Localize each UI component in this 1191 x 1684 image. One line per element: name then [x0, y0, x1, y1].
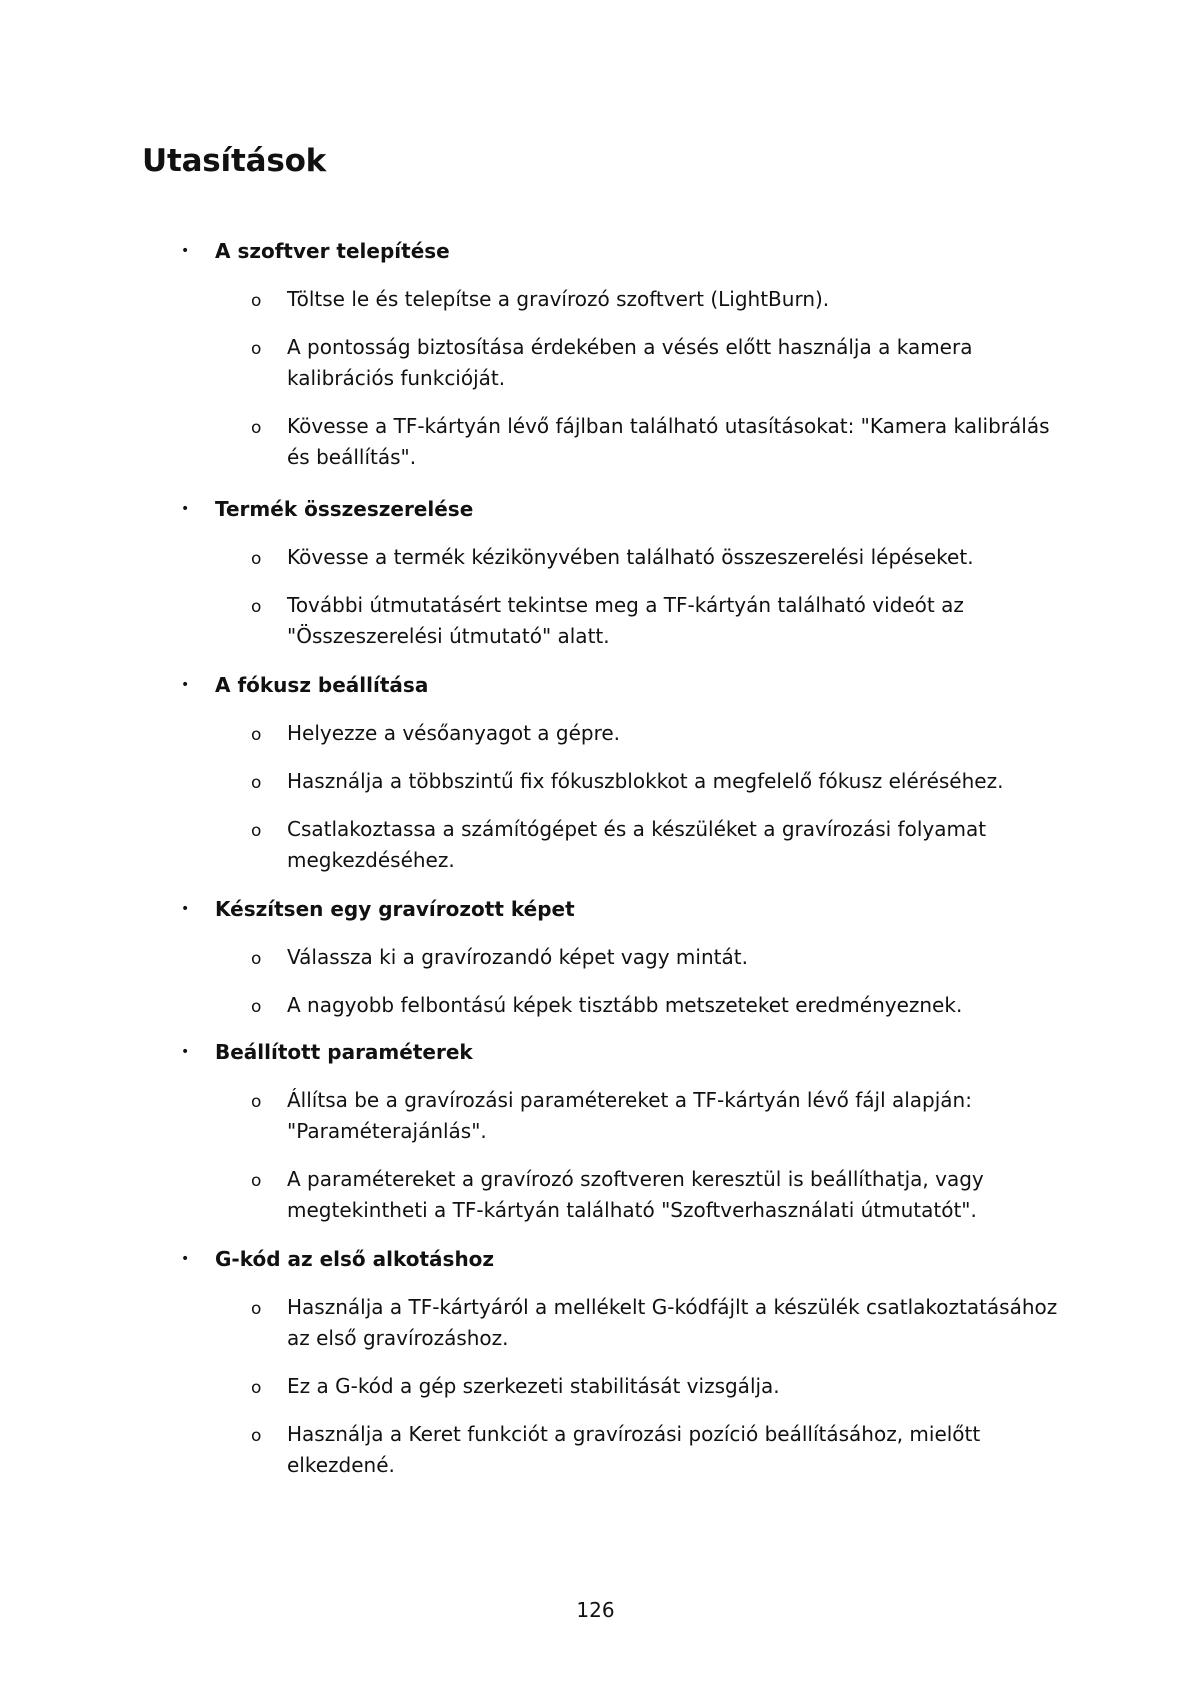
list-item-text: Csatlakoztassa a számítógépet és a készüléket a gravírozási folyamat megkezdéséhez.	[287, 817, 987, 872]
bullet-icon: •	[181, 243, 190, 259]
list-item-text: Használja a TF-kártyáról a mellékelt G-kódfájlt a készülék csatlakoztatásához az első gravírozáshoz.	[287, 1295, 1058, 1350]
sub-bullet-icon: o	[251, 1171, 262, 1191]
bullet-icon: •	[181, 1251, 190, 1267]
section-heading	[0, 894, 1191, 924]
section-title: A fókusz beállítása	[215, 673, 429, 697]
page-number: 126	[576, 1598, 615, 1622]
section-title: G-kód az első alkotáshoz	[215, 1247, 495, 1271]
list-item-text: Töltse le és telepítse a gravírozó szoftvert (LightBurn).	[287, 287, 830, 311]
section-heading	[0, 494, 1191, 524]
sub-bullet-icon: o	[251, 997, 262, 1017]
section-title: Beállított paraméterek	[215, 1040, 473, 1064]
sub-bullet-icon: o	[251, 418, 262, 438]
list-item-text: Használja a többszintű fix fókuszblokkot a megfelelő fókusz eléréséhez.	[287, 769, 1004, 793]
sub-bullet-icon: o	[251, 821, 262, 841]
list-item-text: A nagyobb felbontású képek tisztább metszeteket eredményeznek.	[287, 993, 963, 1017]
list-item-text: Kövesse a TF-kártyán lévő fájlban található utasításokat: "Kamera kalibrálás és beállítás".	[287, 414, 1050, 469]
sub-bullet-icon: o	[251, 949, 262, 969]
section-title: Készítsen egy gravírozott képet	[215, 897, 575, 921]
section-heading	[0, 1244, 1191, 1274]
sub-bullet-icon: o	[251, 1299, 262, 1319]
list-item-text: A paramétereket a gravírozó szoftveren keresztül is beállíthatja, vagy megtekintheti a TF-kártyán található "Szoftverhasználati útmutatót".	[287, 1167, 984, 1222]
sub-bullet-icon: o	[251, 773, 262, 793]
list-item-text: Kövesse a termék kézikönyvében található összeszerelési lépéseket.	[287, 545, 974, 569]
page-title: Utasítások	[142, 143, 327, 179]
bullet-icon: •	[181, 501, 190, 517]
list-item-text: Ez a G-kód a gép szerkezeti stabilitását vizsgálja.	[287, 1374, 780, 1398]
sub-bullet-icon: o	[251, 1092, 262, 1112]
section-heading	[0, 236, 1191, 266]
section-heading	[0, 670, 1191, 700]
sub-bullet-icon: o	[251, 339, 262, 359]
bullet-icon: •	[181, 677, 190, 693]
sub-bullet-icon: o	[251, 1426, 262, 1446]
list-item-text: Helyezze a vésőanyagot a gépre.	[287, 721, 621, 745]
list-item-text: További útmutatásért tekintse meg a TF-kártyán található videót az "Összeszerelési útmutató" alatt.	[287, 593, 964, 648]
list-item-text: Válassza ki a gravírozandó képet vagy mintát.	[287, 945, 748, 969]
section-title: Termék összeszerelése	[215, 497, 474, 521]
list-item-text: A pontosság biztosítása érdekében a vésés előtt használja a kamera kalibrációs funkcióját.	[287, 335, 973, 390]
bullet-icon: •	[181, 901, 190, 917]
section-title: A szoftver telepítése	[215, 239, 450, 263]
list-item-text: Használja a Keret funkciót a gravírozási pozíció beállításához, mielőtt elkezdené.	[287, 1422, 981, 1477]
sub-bullet-icon: o	[251, 1378, 262, 1398]
sub-bullet-icon: o	[251, 725, 262, 745]
bullet-icon: •	[181, 1044, 190, 1060]
section-heading	[0, 1037, 1191, 1067]
sub-bullet-icon: o	[251, 597, 262, 617]
sub-bullet-icon: o	[251, 549, 262, 569]
sub-bullet-icon: o	[251, 291, 262, 311]
list-item-text: Állítsa be a gravírozási paramétereket a TF-kártyán lévő fájl alapján: "Paraméterajánlás".	[287, 1088, 972, 1143]
